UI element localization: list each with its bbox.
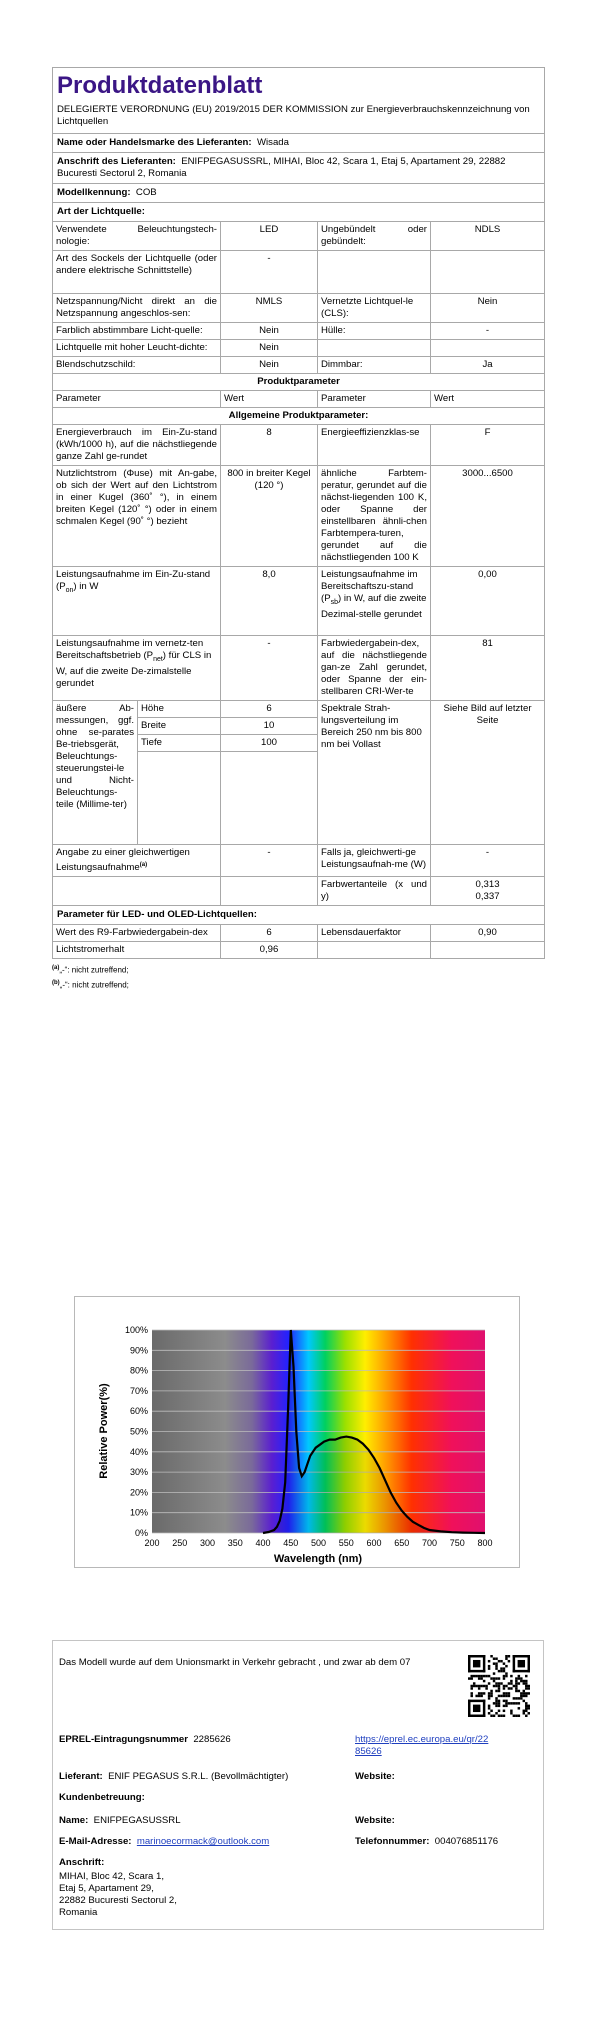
- customer-service-label: Kundenbetreuung:: [59, 1792, 145, 1803]
- dimensions-row: Tiefe 100: [53, 735, 545, 752]
- x-tick-labels: [144, 1538, 492, 1548]
- general-parameters-heading: Allgemeine Produktparameter:: [53, 408, 545, 425]
- x-tick-label: 700: [421, 1538, 438, 1548]
- dimensions-row: äußere Ab-messungen, ggf. ohne se-parates Be-triebsgerät, Beleuchtungs-steuerungstei-le und Nicht-Beleuchtungs-teile (Millime-ter) Höhe 6 Spektrale Strah-lungsverteilung im Bereich 250 nm bis 800 nm bei Vollast Siehe Bild auf letzter Seite: [53, 701, 545, 718]
- flux-row: Nutzlichtstrom (Φuse) mit An-gabe, ob sich der Wert auf den Lichtstrom in einer Kugel (360˚ °), in einem breiten Kegel (120˚ °) oder in einem schmalen Kegel (90˚ °) bezieht 800 in breiter Kegel (120 °) ähnliche Farbtem-peratur, gerundet auf die nächst-liegenden 100 K, oder Spanne der einstellbaren ähnli-chen Farbtempera-turen, gerundet auf die nächstliegenden 100 K 3000...6500: [53, 466, 545, 567]
- r9-row: Wert des R9-Farbwiedergabein-dex 6 Lebensdauerfaktor 0,90: [53, 925, 545, 942]
- type-row: Art des Sockels der Lichtquelle (oder andere elektrische Schnittstelle) -: [53, 251, 545, 294]
- x-tick-label: 800: [477, 1538, 493, 1548]
- chromaticity-row: Farbwertanteile (x und y) 0,313 0,337: [53, 877, 545, 906]
- footnotes: [52, 962, 544, 991]
- equivalent-power-row: Angabe zu einer gleichwertigen Leistungsaufnahme$^{(a)}$ - Falls ja, gleichwerti-ge Leistungsaufnah-me (W) -: [53, 845, 545, 877]
- x-tick-label: 350: [227, 1538, 243, 1548]
- eprel-info-box: [52, 1640, 544, 1930]
- power-on-row: Leistungsaufnahme im Ein-Zu-stand $(P_{on})$ in W 8,0 Leistungsaufnahme im Bereitschaftszu-stand $(P_{sb})$ in W, auf die zweite Dezimal-stelle gerundet 0,00: [53, 567, 545, 636]
- market-date-text: Das Modell wurde auf dem Unionsmarkt in Verkehr gebracht , und zwar ab dem 07: [59, 1657, 411, 1668]
- light-source-type-heading: Art der Lichtquelle:: [53, 203, 545, 222]
- y-tick-labels: [125, 1325, 148, 1538]
- x-tick-label: 200: [144, 1538, 160, 1548]
- y-tick-label: 30%: [129, 1467, 148, 1478]
- type-row: Farblich abstimmbare Licht-quelle: Nein Hülle: -: [53, 323, 545, 340]
- y-tick-label: 90%: [129, 1345, 148, 1356]
- footnote-b: $^{(b)}$„-“: nicht zutreffend;: [52, 979, 129, 990]
- led-parameters-heading: Parameter für LED- und OLED-Lichtquellen:: [53, 906, 545, 925]
- regulation-subtitle: DELEGIERTE VERORDNUNG (EU) 2019/2015 DER KOMMISSION zur Energieverbrauchskennzeichnung von Lichtquellen: [53, 101, 545, 134]
- address-label: Anschrift:: [59, 1857, 105, 1868]
- y-tick-label: 20%: [129, 1487, 148, 1498]
- x-tick-label: 450: [283, 1538, 299, 1548]
- spectrum-chart-svg: [75, 1297, 519, 1567]
- power-net-row: Leistungsaufnahme im vernetz-ten Bereitschaftsbetrieb $(P_{net})$ für CLS in W, auf die zweite De-zimalstelle gerundet - Farbwiedergabein-dex, auf die nächstliegende gan-ze Zahl gerundet, oder Spanne der ein-stellbaren CRI-Wer-te 81: [53, 636, 545, 701]
- product-parameters-heading: Produktparameter: [53, 374, 545, 391]
- x-tick-label: 600: [366, 1538, 382, 1548]
- x-tick-label: 500: [310, 1538, 327, 1548]
- x-tick-label: 300: [199, 1538, 216, 1548]
- eprel-number: EPREL-Eintragungsnummer 2285626: [59, 1734, 231, 1745]
- spectrum-chart: [74, 1296, 520, 1568]
- y-tick-label: 10%: [129, 1507, 148, 1518]
- website-label: Website:: [355, 1815, 395, 1826]
- y-tick-label: 50%: [129, 1426, 148, 1437]
- model-row: Modellkennung: COB: [53, 184, 545, 203]
- x-tick-label: 250: [172, 1538, 188, 1548]
- product-datasheet: [52, 67, 544, 992]
- y-tick-label: 70%: [129, 1385, 148, 1396]
- datasheet-table: [52, 67, 545, 959]
- eprel-link[interactable]: https://eprel.ec.europa.eu/qr/22 85626: [355, 1734, 489, 1757]
- footnote-a: $^{(a)}$„-“: nicht zutreffend;: [52, 965, 129, 975]
- supplier-line: Lieferant: ENIF PEGASUS S.R.L. (Bevollmächtigter): [59, 1771, 289, 1782]
- page-title: Produktdatenblatt: [53, 68, 545, 102]
- lumen-maintenance-row: Lichtstromerhalt 0,96: [53, 942, 545, 959]
- x-tick-label: 650: [394, 1538, 410, 1548]
- email-line: E-Mail-Adresse: marinoecormack@outlook.com: [59, 1836, 270, 1847]
- x-tick-label: 750: [449, 1538, 465, 1548]
- qr-code-icon[interactable]: [468, 1655, 530, 1717]
- website-label: Website:: [355, 1771, 395, 1782]
- y-axis-label: Relative Power(%): [98, 1383, 110, 1479]
- supplier-name-row: Name oder Handelsmarke des Lieferanten: Wisada: [53, 134, 545, 153]
- supplier-address-row: Anschrift des Lieferanten: ENIFPEGASUSSRL, MIHAI, Bloc 42, Scara 1, Etaj 5, Apartament 29, 22882 Bucuresti Sectorul 2, Romania: [53, 153, 545, 184]
- address-block: MIHAI, Bloc 42, Scara 1, Etaj 5, Apartament 29, 22882 Bucuresti Sectorul 2, Romania: [59, 1871, 177, 1918]
- x-axis-label: Wavelength (nm): [273, 1553, 363, 1565]
- y-tick-label: 0%: [134, 1528, 148, 1538]
- x-tick-label: 550: [338, 1538, 354, 1548]
- x-tick-label: 400: [255, 1538, 271, 1548]
- y-tick-label: 40%: [129, 1446, 148, 1457]
- email-link[interactable]: marinoecormack@outlook.com: [136, 1836, 270, 1847]
- y-tick-label: 100%: [124, 1325, 148, 1335]
- type-row: Lichtquelle mit hoher Leucht-dichte: Nein: [53, 340, 545, 357]
- parameters-header-row: Parameter Wert Parameter Wert: [53, 391, 545, 408]
- type-row: Verwendete Beleuchtungstech-nologie: LED Ungebündelt oder gebündelt: NDLS: [53, 222, 545, 251]
- dimensions-row: Breite 10: [53, 718, 545, 735]
- phone-line: Telefonnummer: 004076851176: [355, 1836, 499, 1847]
- y-tick-label: 80%: [129, 1365, 148, 1376]
- type-row: Netzspannung/Nicht direkt an die Netzspannung angeschlos-sen: NMLS Vernetzte Lichtquel-le (CLS): Nein: [53, 294, 545, 323]
- y-tick-label: 60%: [129, 1406, 148, 1417]
- energy-row: Energieverbrauch im Ein-Zu-stand (kWh/1000 h), auf die nächstliegende ganze Zahl ge-rundet 8 Energieeffizienzklas-se F: [53, 425, 545, 466]
- type-row: Blendschutzschild: Nein Dimmbar: Ja: [53, 357, 545, 374]
- contact-name: Name: ENIFPEGASUSSRL: [59, 1815, 181, 1826]
